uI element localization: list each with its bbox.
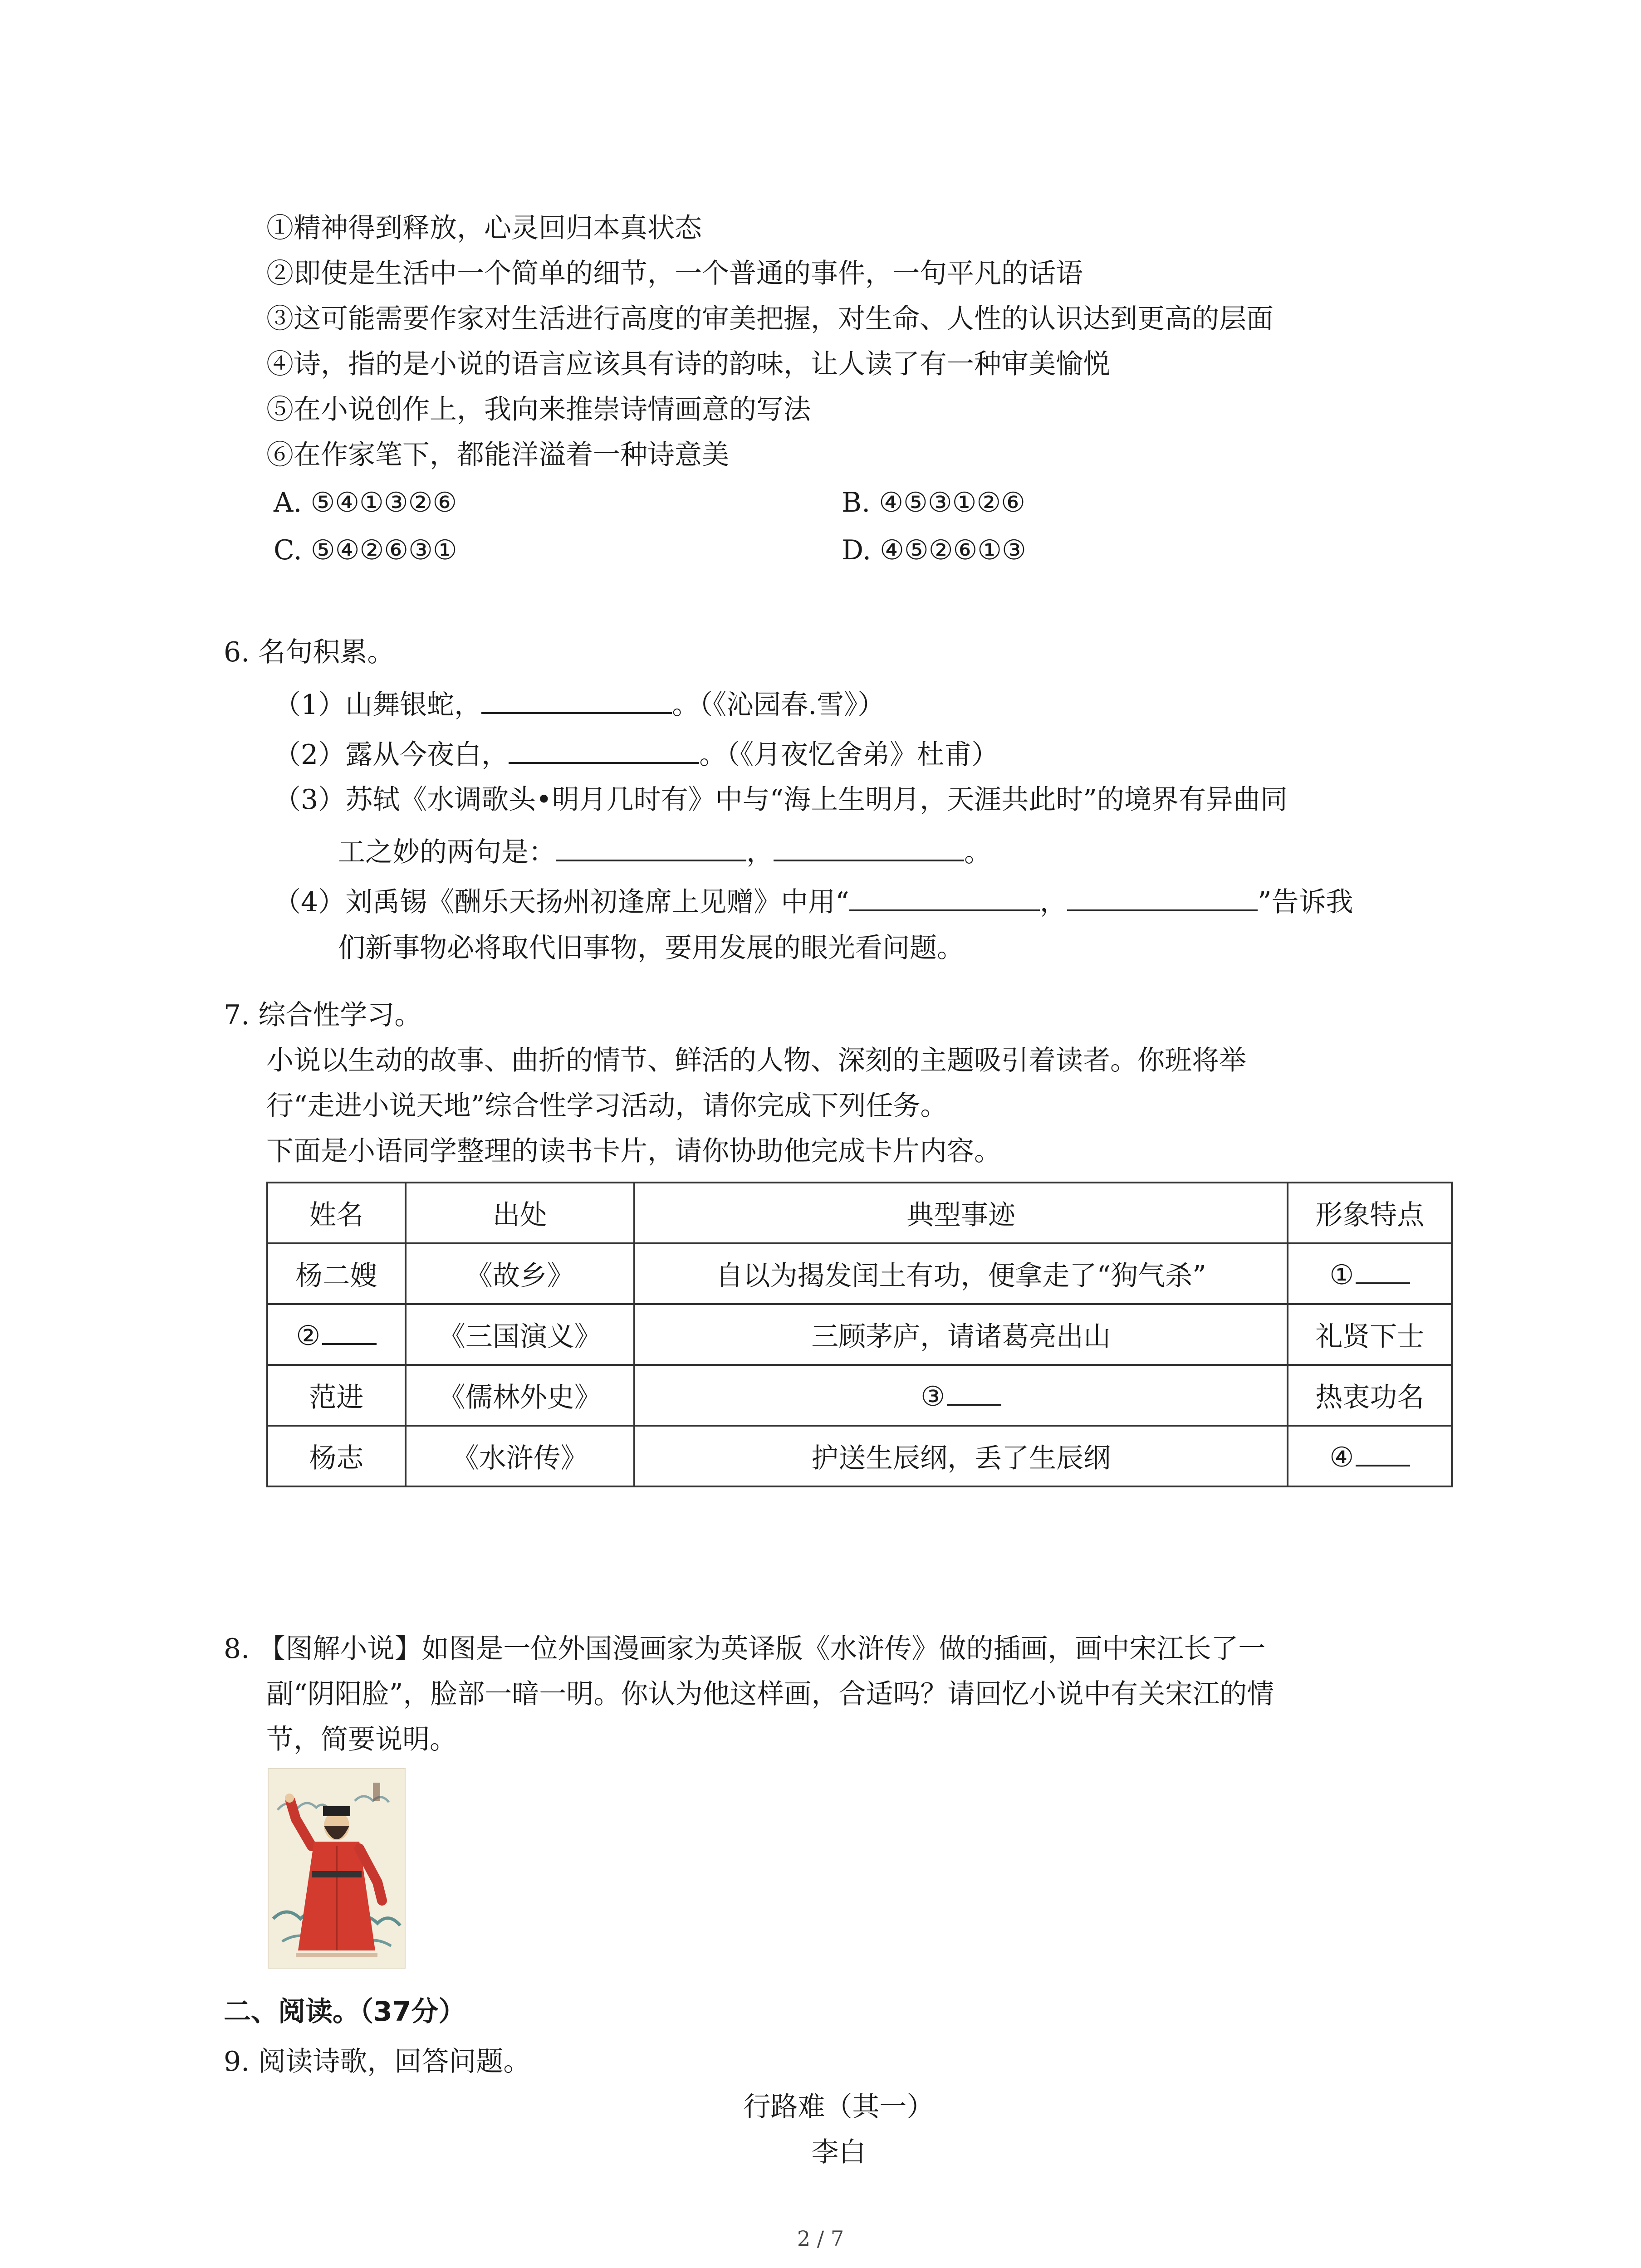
blank-marker: ③ [921, 1380, 945, 1413]
q8-line-2: 副“阴阳脸”，脸部一暗一明。你认为他这样画，合适吗？请回忆小说中有关宋江的情 [266, 1678, 1274, 1710]
blank-marker: ② [296, 1320, 321, 1352]
song-jiang-figure-image [269, 1769, 405, 1968]
q6-item-3-blank-2[interactable] [774, 831, 964, 861]
page-number: 2 / 7 [797, 2226, 844, 2251]
q5-choice-a[interactable]: A. ⑤④①③②⑥ [274, 487, 457, 518]
q6-item-3-line2-post: 。 [964, 836, 991, 868]
table-cell: 杨志 [267, 1426, 406, 1486]
table-cell-blank[interactable] [267, 1304, 406, 1365]
q6-item-3-line1: 苏轼《水调歌头•明月几时有》中与“海上生明月，天涯共此时”的境界有异曲同 [345, 784, 1288, 816]
q6-item-4-sep: ， [1039, 886, 1067, 918]
table-row [267, 1243, 1452, 1304]
q6-item-1 [274, 684, 885, 723]
table-cell-blank[interactable] [634, 1365, 1288, 1426]
reading-card-table [266, 1182, 1453, 1487]
table-cell: 热衷功名 [1288, 1365, 1452, 1426]
q7-title: 7. 综合性学习。 [224, 999, 422, 1031]
poem-title: 行路难（其一） [743, 2091, 934, 2123]
q6-item-4 [274, 881, 1353, 920]
q6-item-3-num: （3） [274, 784, 346, 816]
q6-item-4-line1-post: ”告诉我 [1257, 886, 1353, 918]
table-cell: 护送生辰纲，丢了生辰纲 [634, 1426, 1288, 1486]
table-cell: 《儒林外史》 [406, 1365, 634, 1426]
q6-item-2-pre: 露从今夜白， [345, 739, 509, 771]
table-cell-blank[interactable] [1288, 1426, 1452, 1486]
q8-line-3: 节，简要说明。 [266, 1724, 457, 1755]
q6-item-3-sep: ， [746, 836, 774, 868]
q6-item-1-blank[interactable] [481, 684, 672, 714]
table-header-traits: 形象特点 [1288, 1183, 1452, 1243]
q6-item-3-cont [338, 831, 991, 870]
section-2-heading: 二、阅读。（37分） [224, 1996, 466, 2028]
q6-item-4-blank-2[interactable] [1067, 881, 1258, 911]
table-cell: 《三国演义》 [406, 1304, 634, 1365]
q8-line-1: 8. 【图解小说】如图是一位外国漫画家为英译版《水浒传》做的插画，画中宋江长了一 [224, 1633, 1266, 1665]
q6-item-1-num: （1） [274, 689, 346, 721]
q6-item-4-line1-pre: 刘禹锡《酬乐天扬州初逢席上见赠》中用“ [345, 886, 849, 918]
q7-para-2: 行“走进小说天地”综合性学习活动，请你完成下列任务。 [266, 1090, 948, 1122]
blank-marker: ④ [1329, 1441, 1354, 1473]
table-cell: 《水浒传》 [406, 1426, 634, 1486]
q6-item-4-num: （4） [274, 886, 346, 918]
q6-item-4-line2: 们新事物必将取代旧事物，要用发展的眼光看问题。 [338, 932, 964, 964]
q6-item-2-blank[interactable] [509, 734, 699, 764]
q5-line-6: ⑥在作家笔下，都能洋溢着一种诗意美 [266, 439, 729, 471]
q6-item-3-blank-1[interactable] [556, 831, 746, 861]
table-row [267, 1304, 1452, 1365]
q5-line-5: ⑤在小说创作上，我向来推崇诗情画意的写法 [266, 394, 811, 425]
song-jiang-illustration [268, 1768, 406, 1969]
q5-line-3: ③这可能需要作家对生活进行高度的审美把握，对生命、人性的认识达到更高的层面 [266, 303, 1274, 335]
table-header-row [267, 1183, 1452, 1243]
table-cell: 礼贤下士 [1288, 1304, 1452, 1365]
q6-item-1-post: 。（《沁园春.雪》） [672, 689, 885, 721]
table-cell: 范进 [267, 1365, 406, 1426]
q6-item-2-num: （2） [274, 739, 346, 771]
q6-item-3-line2-pre: 工之妙的两句是： [338, 836, 556, 868]
fill-blank[interactable] [947, 1378, 1001, 1406]
table-row [267, 1365, 1452, 1426]
q5-choice-d[interactable]: D. ④⑤②⑥①③ [842, 534, 1026, 566]
table-cell: 自以为揭发闰土有功，便拿走了“狗气杀” [634, 1243, 1288, 1304]
table-header-name: 姓名 [267, 1183, 406, 1243]
blank-marker: ① [1329, 1259, 1354, 1291]
q6-item-2 [274, 734, 999, 773]
poem-author: 李白 [811, 2136, 866, 2168]
q5-line-1: ①精神得到释放，心灵回归本真状态 [266, 212, 702, 244]
q6-item-1-pre: 山舞银蛇， [345, 689, 482, 721]
q6-item-4-blank-1[interactable] [849, 881, 1040, 911]
table-cell: 三顾茅庐，请诸葛亮出山 [634, 1304, 1288, 1365]
q7-para-1: 小说以生动的故事、曲折的情节、鲜活的人物、深刻的主题吸引着读者。你班将举 [266, 1045, 1246, 1076]
table-cell: 《故乡》 [406, 1243, 634, 1304]
q6-title: 6. 名句积累。 [224, 636, 395, 668]
q5-choice-b[interactable]: B. ④⑤③①②⑥ [842, 487, 1025, 518]
q5-line-2: ②即使是生活中一个简单的细节，一个普通的事件，一句平凡的话语 [266, 258, 1083, 289]
table-header-deeds: 典型事迹 [634, 1183, 1288, 1243]
fill-blank[interactable] [322, 1318, 377, 1345]
q5-choice-c[interactable]: C. ⑤④②⑥③① [274, 534, 457, 566]
q6-item-2-post: 。（《月夜忆舍弟》杜甫） [699, 739, 999, 771]
fill-blank[interactable] [1356, 1439, 1410, 1466]
table-cell: 杨二嫂 [267, 1243, 406, 1304]
q9-title: 9. 阅读诗歌，回答问题。 [224, 2046, 531, 2077]
table-cell-blank[interactable] [1288, 1243, 1452, 1304]
q6-item-3 [274, 782, 1288, 818]
q5-line-4: ④诗，指的是小说的语言应该具有诗的韵味，让人读了有一种审美愉悦 [266, 348, 1110, 380]
fill-blank[interactable] [1356, 1257, 1410, 1284]
table-row [267, 1426, 1452, 1486]
q7-para-3: 下面是小语同学整理的读书卡片，请你协助他完成卡片内容。 [266, 1135, 1001, 1167]
table-header-source: 出处 [406, 1183, 634, 1243]
